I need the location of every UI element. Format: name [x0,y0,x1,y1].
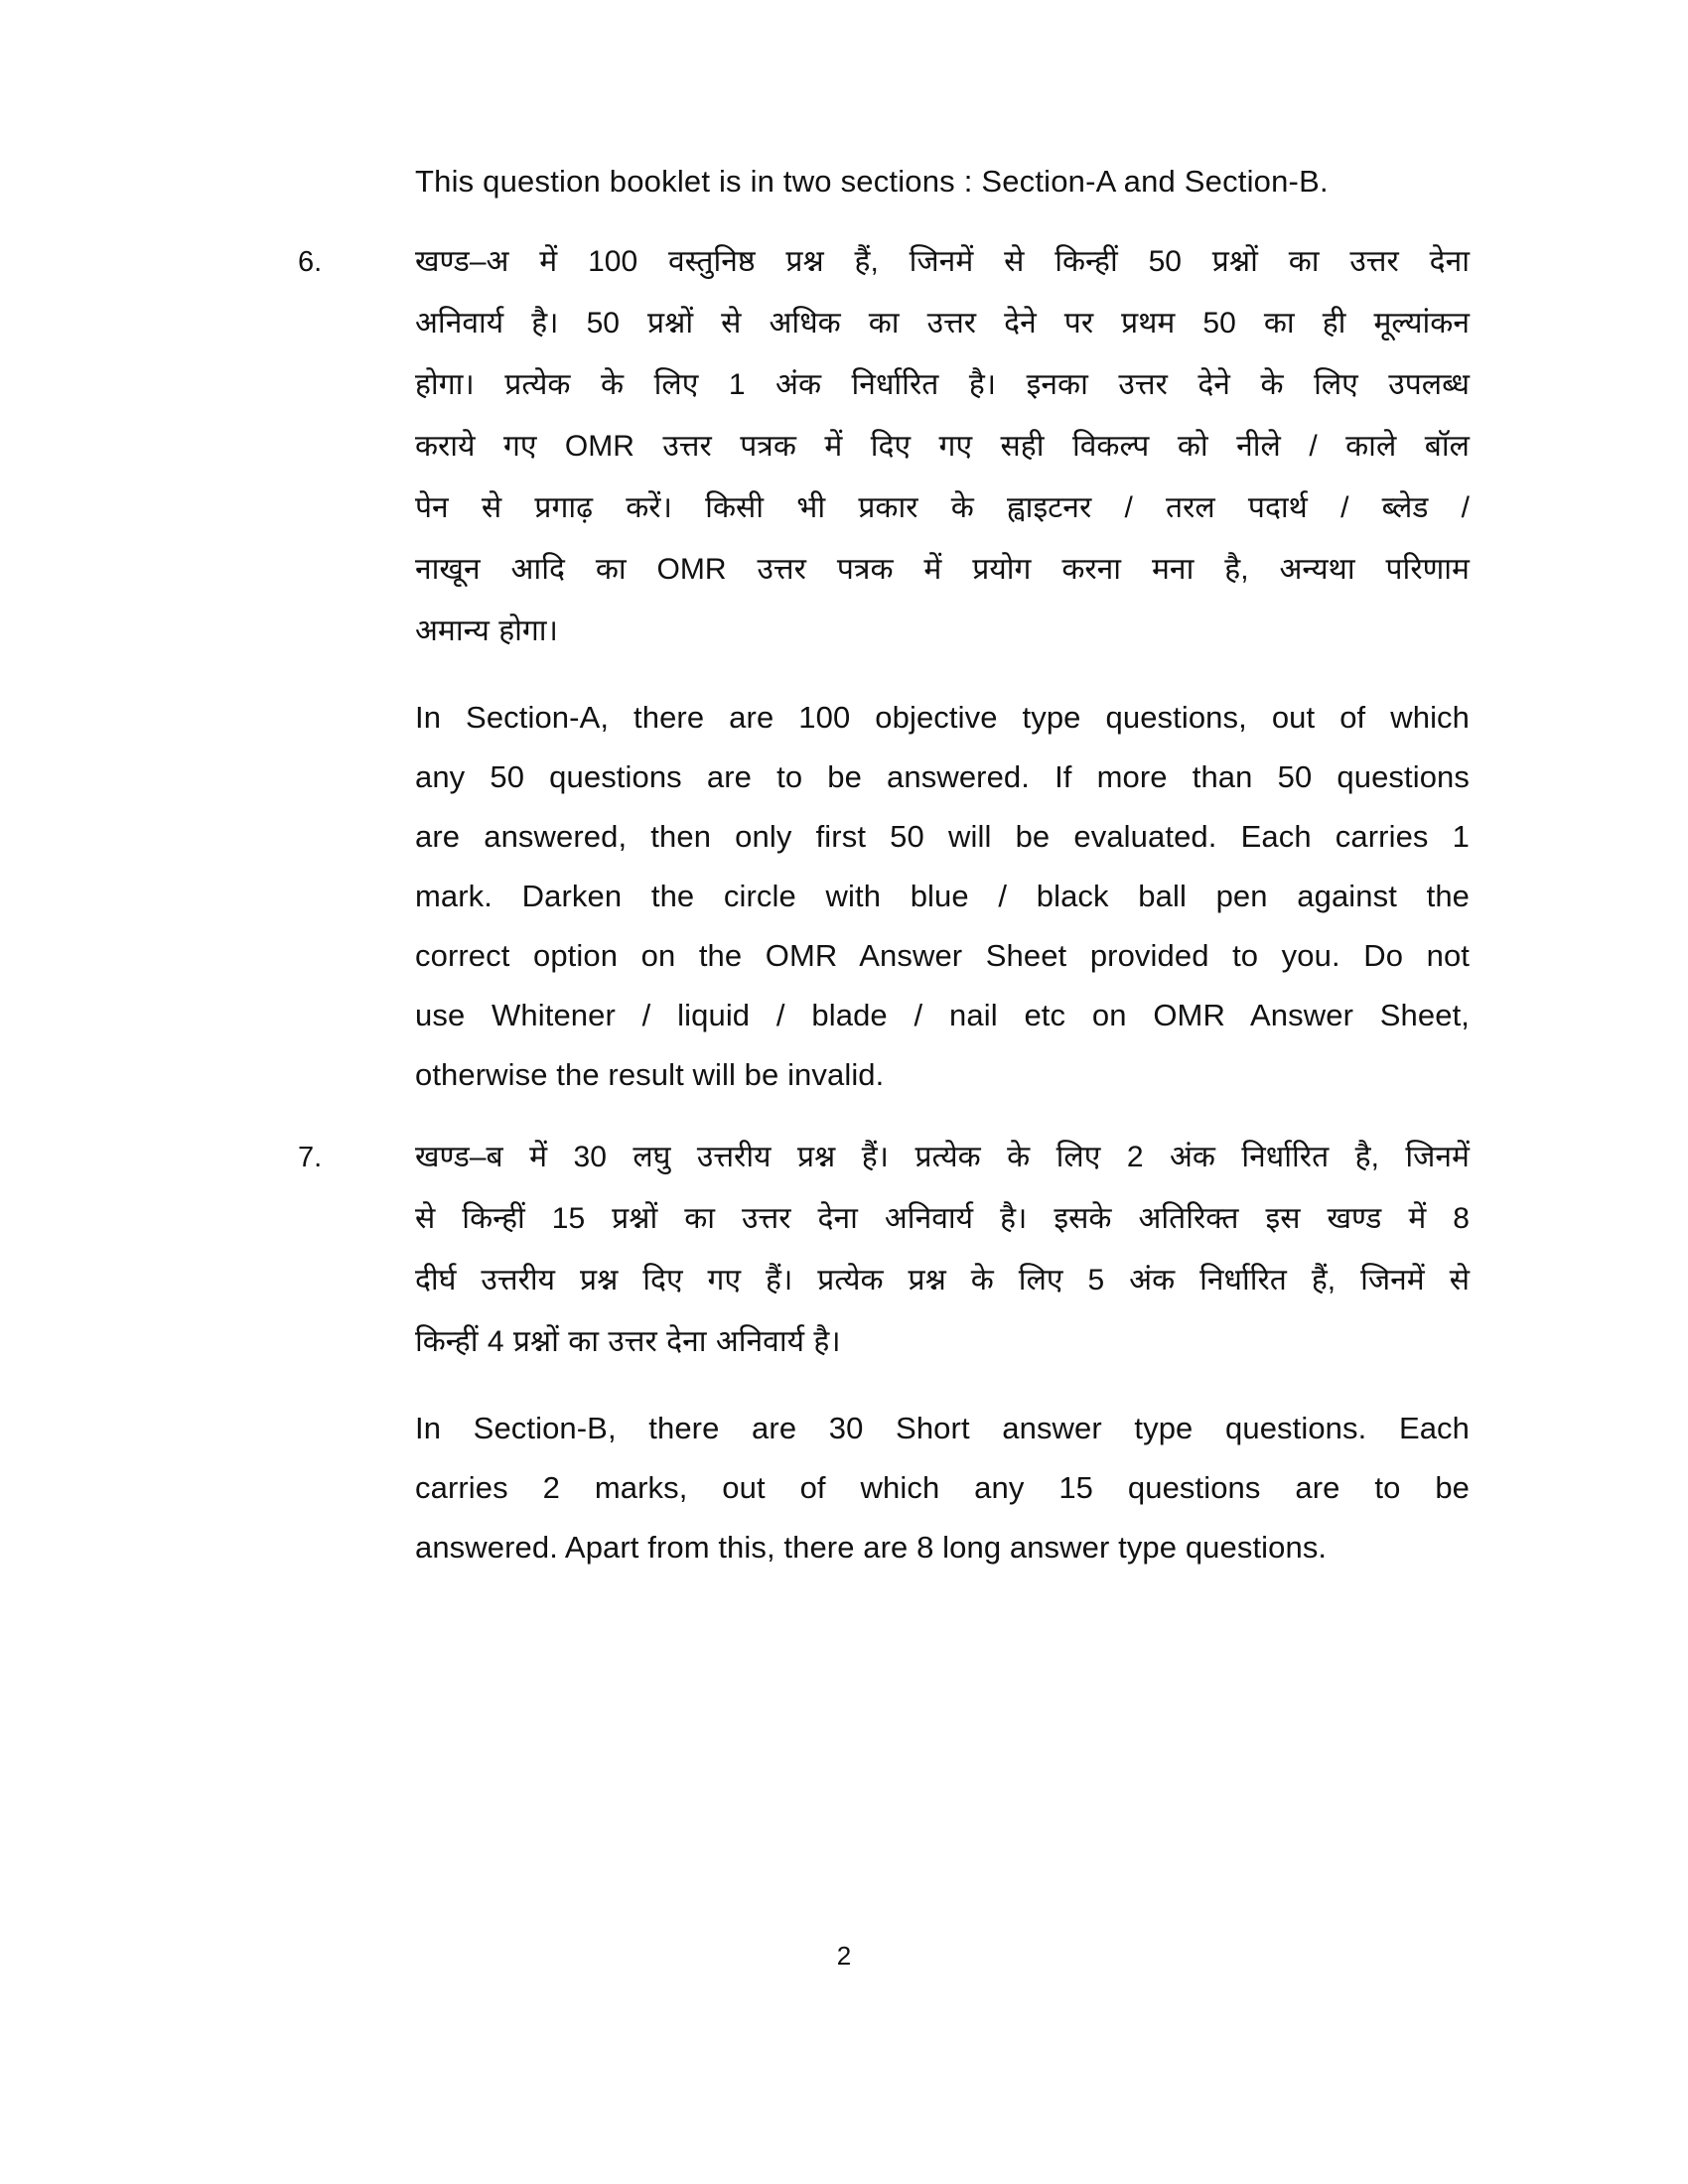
hindi-line: दीर्घ उत्तरीय प्रश्न दिए गए हैं। प्रत्येक प्रश्न के लिए 5 अंक निर्धारित हैं, जिनमें से [415,1263,1470,1297]
hindi-line: खण्ड–ब में 30 लघु उत्तरीय प्रश्न हैं। प्रत्येक के लिए 2 अंक निर्धारित है, जिनमें [415,1140,1470,1173]
english-line: mark. Darken the circle with blue / black ball pen against the [415,878,1470,913]
english-line: are answered, then only first 50 will be evaluated. Each carries 1 [415,818,1470,854]
hindi-line: अमान्य होगा। [415,614,558,647]
item-6-hindi-paragraph [415,231,1470,662]
hindi-line: खण्ड–अ में 100 वस्तुनिष्ठ प्रश्न हैं, जिनमें से किन्हीं 50 प्रश्नों का उत्तर देना [415,244,1470,278]
item-number-6: 6. [298,245,323,278]
english-line: answered. Apart from this, there are 8 long answer type questions. [415,1529,1328,1565]
english-line: carries 2 marks, out of which any 15 questions are to be [415,1469,1470,1505]
item-6-english-paragraph [415,688,1470,1105]
item-7-hindi-paragraph [415,1127,1470,1373]
english-line: otherwise the result will be invalid. [415,1056,885,1092]
english-line: In Section-A, there are 100 objective type questions, out of which [415,699,1470,735]
english-line: use Whitener / liquid / blade / nail etc on OMR Answer Sheet, [415,997,1470,1032]
paragraph-spacer [415,678,1470,688]
item-7-english-paragraph [415,1399,1470,1577]
english-line: any 50 questions are to be answered. If more than 50 questions [415,758,1470,794]
item-body-7 [298,1127,1470,1577]
hindi-line: कराये गए OMR उत्तर पत्रक में दिए गए सही विकल्प को नीले / काले बॉल [415,429,1470,463]
paragraph-spacer [415,1389,1470,1399]
hindi-line: होगा। प्रत्येक के लिए 1 अंक निर्धारित है। इनका उत्तर देने के लिए उपलब्ध [415,367,1470,401]
item-spacer [298,1109,1470,1127]
english-line: In Section-B, there are 30 Short answer type questions. Each [415,1410,1470,1445]
hindi-line: से किन्हीं 15 प्रश्नों का उत्तर देना अनिवार्य है। इसके अतिरिक्त इस खण्ड में 8 [415,1201,1470,1235]
instruction-item-6 [298,231,1470,1105]
hindi-line: अनिवार्य है। 50 प्रश्नों से अधिक का उत्तर देने पर प्रथम 50 का ही मूल्यांकन [415,306,1470,340]
page-number: 2 [836,1941,852,1971]
hindi-line: नाखून आदि का OMR उत्तर पत्रक में प्रयोग करना मना है, अन्यथा परिणाम [415,552,1470,586]
hindi-line: पेन से प्रगाढ़ करें। किसी भी प्रकार के ह्वाइटनर / तरल पदार्थ / ब्लेड / [415,490,1470,524]
item-body-6 [298,231,1470,1105]
instruction-item-7 [298,1127,1470,1577]
page-content [298,159,1470,1581]
hindi-line: किन्हीं 4 प्रश्नों का उत्तर देना अनिवार्य है। [415,1324,841,1358]
english-line: correct option on the OMR Answer Sheet provided to you. Do not [415,937,1470,973]
item-number-7: 7. [298,1141,323,1173]
intro-line: This question booklet is in two sections : Section-A and Section-B. [415,164,1329,199]
